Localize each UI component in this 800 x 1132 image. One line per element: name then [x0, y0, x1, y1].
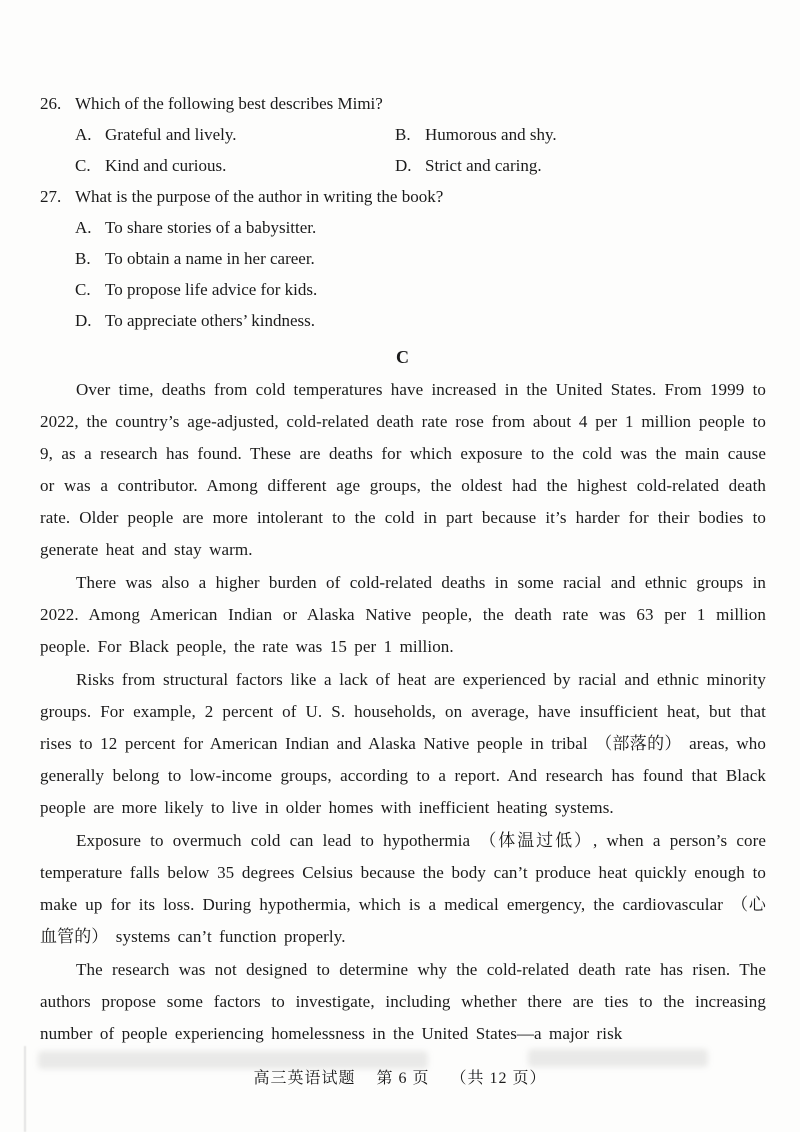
option-26-a	[75, 119, 395, 150]
option-26-c-text: Kind and curious.	[105, 156, 227, 175]
footer-doc-title: 高三英语试题	[253, 1070, 356, 1087]
option-27-b-text: To obtain a name in her career.	[105, 249, 315, 268]
exam-content	[40, 88, 766, 1050]
passage-paragraph-3: Risks from structural factors like a lack of heat are experienced by racial and ethnic minority groups. For example, 2 percent of U. S. households, on average, have insufficient heat, but that rises to 12 percent for American Indian and Alaska Native people in tribal （部落的） areas, who generally belong to low-income groups, according to a report. And research has found that Black people are more likely to live in older homes with inefficient heating systems.	[40, 670, 766, 817]
option-27-a-label: A.	[75, 218, 92, 237]
option-26-a-text: Grateful and lively.	[105, 125, 237, 144]
option-27-d-text: To appreciate others’ kindness.	[105, 311, 315, 330]
page-footer	[0, 1068, 800, 1090]
option-26-d	[395, 150, 766, 181]
question-26-number: 26.	[40, 94, 62, 113]
option-27-c	[75, 274, 766, 305]
option-27-b-label: B.	[75, 249, 91, 268]
option-27-d-label: D.	[75, 311, 92, 330]
question-27-text: What is the purpose of the author in writing the book?	[75, 187, 444, 206]
option-27-b	[75, 243, 766, 274]
passage-paragraph-4: Exposure to overmuch cold can lead to hypothermia （体温过低）, when a person’s core temperature falls below 35 degrees Celsius because the body can’t produce heat quickly enough to make up for its loss. During hypothermia, which is a medical emergency, the cardiovascular （心血管的） systems can’t function properly.	[40, 831, 766, 946]
passage-section-label: C	[396, 347, 410, 367]
option-26-c-label: C.	[75, 156, 91, 175]
scan-smudge	[528, 1049, 708, 1067]
option-27-c-text: To propose life advice for kids.	[105, 280, 318, 299]
passage-c	[40, 342, 766, 1050]
question-26-options	[40, 119, 766, 181]
option-27-a-text: To share stories of a babysitter.	[105, 218, 317, 237]
footer-page-total: （共 12 页）	[450, 1070, 547, 1087]
option-26-a-label: A.	[75, 125, 92, 144]
option-26-b-label: B.	[395, 125, 411, 144]
option-27-a	[75, 212, 766, 243]
option-26-b-text: Humorous and shy.	[425, 125, 557, 144]
passage-paragraph-5: The research was not designed to determine why the cold-related death rate has risen. The authors propose some factors to investigate, including whether there are ties to the increasing number of people experiencing homelessness in the United States—a major risk	[40, 960, 766, 1043]
option-26-d-label: D.	[395, 156, 412, 175]
question-27-line	[40, 181, 766, 212]
question-27	[40, 181, 766, 336]
question-26-text: Which of the following best describes Mimi?	[75, 94, 383, 113]
question-26	[40, 88, 766, 181]
question-27-options	[40, 212, 766, 336]
question-26-line	[40, 88, 766, 119]
option-27-c-label: C.	[75, 280, 91, 299]
question-27-number: 27.	[40, 187, 62, 206]
option-27-d	[75, 305, 766, 336]
option-26-d-text: Strict and caring.	[425, 156, 542, 175]
footer-page-number: 第 6 页	[376, 1070, 430, 1087]
option-26-b	[395, 119, 766, 150]
passage-paragraph-1: Over time, deaths from cold temperatures have increased in the United States. From 1999 to 2022, the country’s age-adjusted, cold-related death rate rose from about 4 per 1 million people to 9, as a research has found. These are deaths for which exposure to the cold was the main cause or was a contributor. Among different age groups, the oldest had the highest cold-related death rate. Older people are more intolerant to the cold in part because it’s harder for their bodies to generate heat and stay warm.	[40, 380, 766, 559]
passage-paragraph-2: There was also a higher burden of cold-related deaths in some racial and ethnic groups in 2022. Among American Indian or Alaska Native people, the death rate was 63 per 1 million people. For Black people, the rate was 15 per 1 million.	[40, 573, 766, 656]
option-26-c	[75, 150, 395, 181]
scan-smudge	[38, 1051, 428, 1069]
